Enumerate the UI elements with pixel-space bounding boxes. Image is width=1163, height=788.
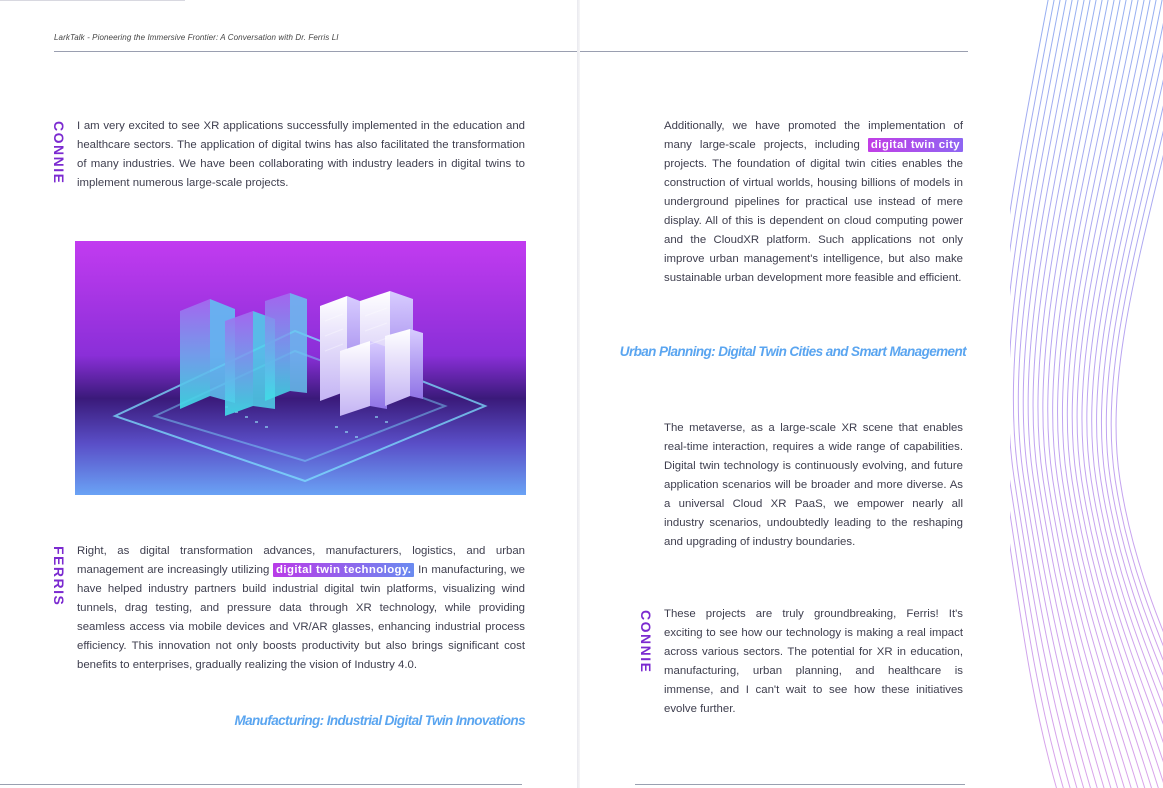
wave-line bbox=[1101, 0, 1163, 788]
section-title-manufacturing: Manufacturing: Industrial Digital Twin Innovations bbox=[234, 713, 525, 728]
digital-twin-city-paragraph bbox=[664, 117, 963, 288]
ferris-paragraph bbox=[77, 542, 525, 675]
para1-text-part-1: Additionally, we have promoted the implementation of many large-scale projects, including bbox=[664, 120, 963, 151]
decorative-wave-lines bbox=[1010, 0, 1163, 788]
wave-line bbox=[1013, 0, 1087, 788]
wave-line bbox=[1067, 0, 1162, 788]
ferris-text-part-2: In manufacturing, we have helped industry partners build industrial digital twin platforms, visualizing wind tunnels, drag testing, and pressure data through XR technology, while providing seamless access via mobile devices and VR/AR glasses, enhancing industrial process efficiency. This innovation not only boosts productivity but also brings significant cost benefits to enterprises, gradually realizing the vision of Industry 4.0. bbox=[77, 564, 526, 671]
wave-line bbox=[1038, 0, 1121, 788]
wave-line bbox=[1010, 0, 1074, 788]
wave-line bbox=[1062, 0, 1155, 788]
speaker-label-ferris: FERRIS bbox=[51, 546, 67, 607]
para1-text-part-2: projects. The foundation of digital twin cities enables the construction of virtual worlds, housing billions of models in underground pipelines for practical use instead of mere display. All of this is dependent on cloud computing power and the CloudXR platform. Such applications not only improve urban management's intelligence, but also make sustainable urban development more feasible and efficient. bbox=[664, 158, 963, 284]
highlight-digital-twin-city: digital twin city bbox=[868, 138, 963, 152]
wave-line bbox=[1097, 0, 1163, 788]
page-bottom-edge bbox=[0, 784, 522, 785]
section-title-urban-planning: Urban Planning: Digital Twin Cities and Smart Management bbox=[619, 344, 966, 359]
connie-paragraph: I am very excited to see XR applications successfully implemented in the education and healthcare sectors. The application of digital twins has also facilitated the transformation of many industries. We have been collaborating with industry leaders in digital twins to implement numerous large-scale projects. bbox=[77, 120, 525, 189]
connie-closing-paragraph: These projects are truly groundbreaking, Ferris! It's exciting to see how our technology is making a real impact across various sectors. The potential for XR in education, manufacturing, urban planning, and healthcare is immense, and I can't wait to see how these initiatives evolve further. bbox=[664, 608, 963, 715]
header-rule bbox=[54, 51, 578, 52]
page-bottom-edge-right bbox=[635, 784, 965, 785]
digital-twin-city-image bbox=[75, 241, 526, 495]
header-rule-right bbox=[580, 51, 968, 52]
highlight-digital-twin-technology: digital twin technology. bbox=[273, 563, 414, 577]
wave-line bbox=[1082, 0, 1163, 788]
metaverse-paragraph: The metaverse, as a large-scale XR scene that enables real-time interaction, requires a wide range of capabilities. Digital twin technology is continuously evolving, and future application scenarios will be broader and more diverse. As a universal Cloud XR PaaS, we empower nearly all industry scenarios, undoubtedly leading to the reshaping and upgrading of industry boundaries. bbox=[664, 422, 963, 548]
page-top-edge bbox=[0, 0, 185, 1]
wave-line bbox=[1010, 0, 1080, 788]
speaker-label-connie-right: CONNIE bbox=[638, 610, 654, 674]
left-page bbox=[0, 0, 578, 788]
wave-line bbox=[1116, 0, 1163, 788]
ferris-text-part-1: Right, as digital transformation advances, manufacturers, logistics, and urban management are increasingly utilizing bbox=[77, 545, 525, 576]
running-header: LarkTalk - Pioneering the Immersive Frontier: A Conversation with Dr. Ferris LI bbox=[54, 33, 339, 42]
speaker-label-connie: CONNIE bbox=[51, 121, 67, 185]
